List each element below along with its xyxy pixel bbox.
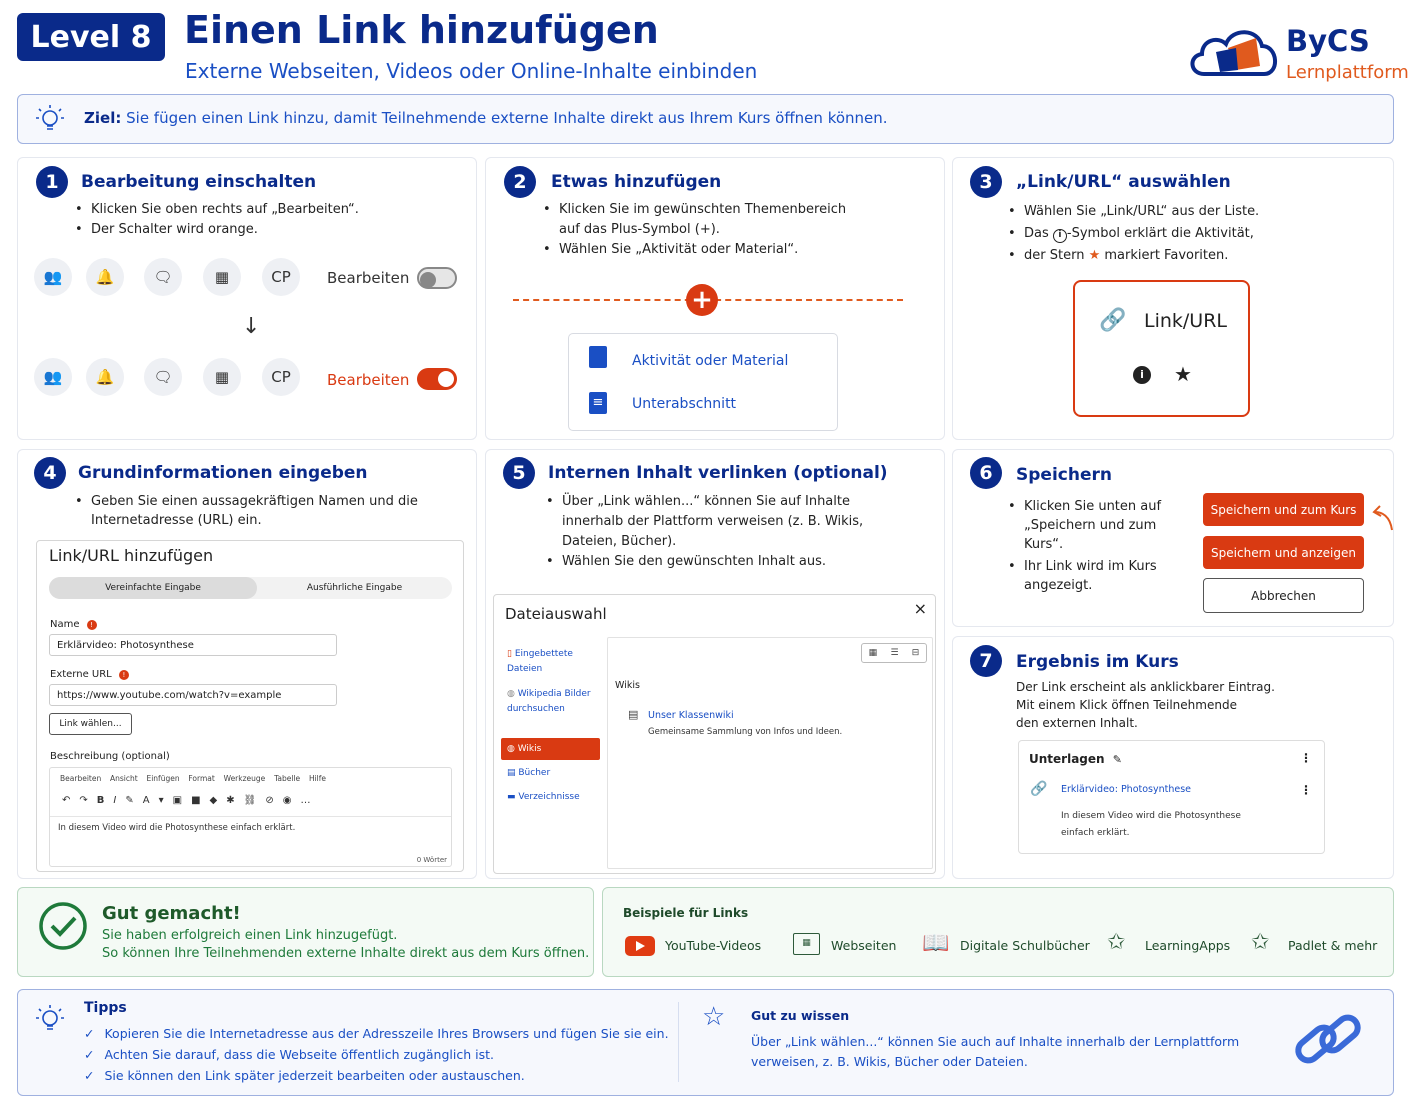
edit-label: Bearbeiten bbox=[327, 269, 410, 287]
logo-sub: Lernplattform bbox=[1286, 62, 1409, 83]
tips-box bbox=[17, 989, 1394, 1096]
check-icon: ✓ bbox=[84, 1026, 95, 1041]
bell-icon[interactable]: 🔔 bbox=[86, 358, 124, 396]
input-mode-tabs bbox=[49, 577, 452, 599]
italic-icon: I bbox=[113, 795, 117, 806]
bell-icon[interactable]: 🔔 bbox=[86, 258, 124, 296]
bullet: • Geben Sie einen aussagekräftigen Namen und die Internetadresse (URL) ein. bbox=[73, 492, 433, 530]
link-icon: 🔗 bbox=[1099, 308, 1127, 333]
example-books: Digitale Schulbücher bbox=[960, 938, 1090, 953]
goal-text: Sie fügen einen Link hinzu, damit Teilnehmende externe Inhalte direkt aus Ihrem Kurs öffnen können. bbox=[126, 109, 888, 127]
step-title: Bearbeitung einschalten bbox=[81, 172, 317, 192]
plus-button[interactable]: + bbox=[686, 284, 718, 316]
step-bullets bbox=[73, 492, 433, 530]
participants-icon[interactable]: 👥 bbox=[34, 358, 72, 396]
know-text: Über „Link wählen...“ können Sie auch auf Inhalte innerhalb der Lernplattform verweisen, z. B. Wikis, Bücher oder Dateien. bbox=[751, 1034, 1240, 1069]
plugin-icon: ✱ bbox=[226, 795, 235, 806]
wiki-link[interactable]: Unser Klassenwiki bbox=[648, 710, 734, 721]
choose-link-button[interactable]: Link wählen... bbox=[49, 713, 132, 735]
step-bullets bbox=[1006, 201, 1259, 267]
tile-label: Link/URL bbox=[1144, 310, 1228, 332]
success-box bbox=[17, 887, 594, 977]
highlight-icon: ▾ bbox=[158, 795, 164, 806]
tip-item: ✓ Sie können den Link später jederzeit bearbeiten oder austauschen. bbox=[84, 1068, 525, 1083]
step-7-card bbox=[952, 636, 1394, 879]
save-and-show-button[interactable]: Speichern und anzeigen bbox=[1203, 536, 1364, 569]
step-number: 6 bbox=[970, 457, 1002, 489]
editor-content: In diesem Video wird die Photosynthese einfach erklärt. bbox=[58, 823, 296, 833]
know-title: Gut zu wissen bbox=[751, 1008, 850, 1023]
chat-icon[interactable]: 🗨 bbox=[144, 258, 182, 296]
editor-menu: Bearbeiten Ansicht Einfügen Format Werkzeuge Tabelle Hilfe bbox=[60, 774, 327, 783]
menu-item-subsection[interactable]: Unterabschnitt bbox=[632, 396, 737, 412]
lightbulb-icon bbox=[35, 1004, 65, 1036]
step-title: „Link/URL“ auswählen bbox=[1016, 172, 1231, 192]
required-icon: ! bbox=[87, 620, 97, 630]
edit-toggle-on[interactable] bbox=[417, 368, 457, 390]
bullet: • Klicken Sie unten auf „Speichern und zum Kurs“. bbox=[1006, 497, 1196, 554]
step-number: 5 bbox=[503, 457, 535, 489]
dialog-title: Dateiauswahl bbox=[505, 605, 607, 623]
link-icon: 🔗 bbox=[1030, 781, 1048, 797]
example-padlet: Padlet & mehr bbox=[1288, 938, 1378, 953]
step-bullets bbox=[73, 200, 359, 240]
course-link[interactable]: Erklärvideo: Photosynthese bbox=[1061, 784, 1192, 795]
examples-box bbox=[602, 887, 1394, 977]
check-icon: ✓ bbox=[84, 1047, 95, 1062]
step-number: 7 bbox=[970, 645, 1002, 677]
step-number: 1 bbox=[36, 166, 68, 198]
close-icon[interactable]: × bbox=[913, 599, 927, 618]
pencil-icon: ✎ bbox=[1112, 753, 1122, 766]
goal-box bbox=[17, 94, 1394, 144]
add-menu bbox=[568, 333, 838, 431]
result-text: Der Link erscheint als anklickbarer Eintrag. Mit einem Klick öffnen Teilnehmende den externen Inhalt. bbox=[1016, 680, 1275, 730]
eye-icon: ◉ bbox=[282, 795, 292, 806]
checkmark-circle-icon bbox=[38, 901, 88, 951]
nav-wikis-active[interactable]: ◍ Wikis bbox=[501, 738, 600, 760]
step-3-card bbox=[952, 157, 1394, 440]
video-icon: ■ bbox=[191, 795, 201, 806]
chain-link-icon bbox=[1290, 1010, 1368, 1072]
link-description: In diesem Video wird die Photosynthese einfach erklärt. bbox=[1061, 811, 1241, 838]
step-title: Ergebnis im Kurs bbox=[1016, 652, 1179, 672]
step-bullets bbox=[544, 492, 874, 572]
description-label: Beschreibung (optional) bbox=[50, 751, 170, 762]
word-count: 0 Wörter bbox=[416, 856, 447, 864]
nav-wikipedia[interactable]: ◍ Wikipedia Bilder durchsuchen bbox=[507, 689, 591, 714]
step-title: Speichern bbox=[1016, 465, 1112, 485]
puzzle-star-icon: ✩ bbox=[1107, 930, 1126, 955]
view-switcher[interactable] bbox=[861, 643, 927, 663]
image-icon: ▣ bbox=[172, 795, 183, 806]
unlink-icon: ⊘ bbox=[265, 795, 274, 806]
tips-list bbox=[84, 1023, 669, 1086]
wiki-icon: ▤ bbox=[628, 708, 639, 721]
star-icon: ★ bbox=[1088, 248, 1101, 263]
step-number: 2 bbox=[504, 166, 536, 198]
url-label: Externe URL ! bbox=[50, 669, 129, 680]
goal-label: Ziel: bbox=[84, 109, 122, 127]
avatar[interactable]: CP bbox=[262, 258, 300, 296]
bullet-cont: • der Stern ★ markiert Favoriten. bbox=[1006, 245, 1259, 267]
list-icon: ≡ bbox=[589, 392, 607, 414]
section-menu-icon[interactable]: ⋮ bbox=[1300, 751, 1312, 765]
edit-toggle-off[interactable] bbox=[417, 267, 457, 289]
bold-icon: B bbox=[96, 795, 105, 806]
link-form bbox=[36, 540, 464, 872]
level-badge: Level 8 bbox=[17, 13, 165, 61]
step-number: 3 bbox=[970, 166, 1002, 198]
curved-arrow-icon bbox=[1372, 502, 1394, 532]
step-1-card bbox=[17, 157, 477, 440]
info-icon[interactable]: i bbox=[1133, 366, 1151, 384]
tips-title: Tipps bbox=[84, 1000, 127, 1016]
bullet: • Klicken Sie oben rechts auf „Bearbeiten“. bbox=[73, 200, 359, 220]
link-url-tile[interactable] bbox=[1073, 280, 1250, 417]
bullet: • Das i -Symbol erklärt die Aktivität, bbox=[1006, 223, 1259, 245]
description-editor[interactable] bbox=[49, 767, 452, 867]
page-title: Einen Link hinzufügen bbox=[184, 8, 659, 52]
bullet: • Wählen Sie „Aktivität oder Material“. bbox=[541, 240, 861, 260]
step-bullets bbox=[1006, 497, 1196, 595]
save-and-return-button[interactable]: Speichern und zum Kurs bbox=[1203, 493, 1364, 526]
file-picker-dialog bbox=[493, 594, 936, 874]
tip-item: ✓ Achten Sie darauf, dass die Webseite öffentlich zugänglich ist. bbox=[84, 1047, 494, 1062]
form-title: Link/URL hinzufügen bbox=[49, 546, 214, 565]
examples-title: Beispiele für Links bbox=[623, 906, 749, 920]
cancel-button[interactable]: Abbrechen bbox=[1203, 578, 1364, 613]
success-title: Gut gemacht! bbox=[102, 903, 241, 924]
step-2-card bbox=[485, 157, 945, 440]
text-color-icon: A bbox=[142, 795, 150, 806]
bullet: • Wählen Sie den gewünschten Inhalt aus. bbox=[544, 552, 874, 572]
step-6-card bbox=[952, 449, 1394, 627]
bullet: • Wählen Sie „Link/URL“ aus der Liste. bbox=[1006, 201, 1259, 223]
book-icon: 📖 bbox=[922, 931, 950, 956]
nav-books[interactable]: ▤ Bücher bbox=[507, 768, 551, 778]
wiki-description: Gemeinsame Sammlung von Infos und Ideen. bbox=[648, 727, 843, 737]
lightbulb-icon bbox=[35, 104, 65, 136]
step-title: Internen Inhalt verlinken (optional) bbox=[548, 463, 888, 483]
list-view-icon: ☰ bbox=[890, 648, 899, 658]
example-websites: Webseiten bbox=[831, 938, 897, 953]
menu-item-activity[interactable]: Aktivität oder Material bbox=[632, 353, 789, 369]
grid-icon[interactable]: ▦ bbox=[203, 358, 241, 396]
page-subtitle: Externe Webseiten, Videos oder Online-Inhalte einbinden bbox=[185, 59, 758, 83]
brush-icon: ✎ bbox=[125, 795, 134, 806]
step-title: Grundinformationen eingeben bbox=[78, 463, 368, 483]
info-icon: i bbox=[1053, 229, 1067, 243]
more-icon: … bbox=[300, 795, 311, 806]
picker-nav bbox=[507, 647, 595, 717]
grid-icon[interactable]: ▦ bbox=[203, 258, 241, 296]
course-section bbox=[1018, 740, 1325, 854]
participants-icon[interactable]: 👥 bbox=[34, 258, 72, 296]
tip-item: ✓ Kopieren Sie die Internetadresse aus der Adresszeile Ihres Browsers und fügen Sie sie ein. bbox=[84, 1026, 669, 1041]
cloud-logo-icon bbox=[1186, 18, 1286, 80]
star-outline-icon: ☆ bbox=[702, 1002, 726, 1032]
website-icon: ▦ bbox=[793, 933, 820, 955]
arrow-down-icon: ↓ bbox=[242, 314, 261, 339]
example-learningapps: LearningApps bbox=[1145, 938, 1231, 953]
media-icon: ◆ bbox=[209, 795, 218, 806]
name-label: Name ! bbox=[50, 619, 97, 630]
section-title: Unterlagen ✎ bbox=[1029, 752, 1122, 766]
edit-label-active: Bearbeiten bbox=[327, 371, 410, 389]
logo-main: ByCS bbox=[1286, 24, 1370, 58]
step-number: 4 bbox=[34, 457, 66, 489]
bullet: • Über „Link wählen...“ können Sie auf Inhalte innerhalb der Plattform verweisen (z. B. Wikis, Dateien, Bücher). bbox=[544, 492, 874, 552]
padlet-icon: ✩ bbox=[1251, 930, 1270, 955]
item-menu-icon[interactable]: ⋮ bbox=[1300, 783, 1312, 797]
document-icon bbox=[589, 346, 607, 368]
undo-icon: ↶ bbox=[62, 795, 71, 806]
check-icon: ✓ bbox=[84, 1068, 95, 1083]
nav-embedded-files[interactable]: ▯ Eingebettete Dateien bbox=[507, 649, 573, 674]
redo-icon: ↷ bbox=[79, 795, 88, 806]
url-field[interactable]: https://www.youtube.com/watch?v=example bbox=[49, 684, 337, 706]
step-4-card bbox=[17, 449, 477, 879]
picker-content bbox=[607, 637, 933, 869]
bullet: • Ihr Link wird im Kurs angezeigt. bbox=[1006, 557, 1196, 595]
star-icon[interactable]: ★ bbox=[1174, 362, 1192, 386]
grid-view-icon: ▦ bbox=[868, 648, 878, 658]
divider bbox=[678, 1002, 679, 1082]
tree-view-icon: ⊟ bbox=[911, 648, 920, 658]
youtube-icon bbox=[625, 936, 655, 956]
tab-advanced[interactable]: Ausführliche Eingabe bbox=[306, 583, 403, 593]
avatar[interactable]: CP bbox=[262, 358, 300, 396]
bullet: • Der Schalter wird orange. bbox=[73, 220, 359, 240]
tab-simple[interactable]: Vereinfachte Eingabe bbox=[49, 577, 257, 599]
bycs-logo bbox=[1186, 18, 1416, 88]
name-field[interactable]: Erklärvideo: Photosynthese bbox=[49, 634, 337, 656]
bullet: • Klicken Sie im gewünschten Themenbereich auf das Plus-Symbol (+). bbox=[541, 200, 861, 240]
nav-folders[interactable]: ▬ Verzeichnisse bbox=[507, 792, 580, 802]
success-text: Sie haben erfolgreich einen Link hinzugefügt. So können Ihre Teilnehmenden externe Inhalte direkt aus dem Kurs öffnen. bbox=[102, 928, 590, 961]
example-youtube: YouTube-Videos bbox=[665, 938, 762, 953]
link-icon: ⛓ bbox=[243, 795, 257, 806]
required-icon: ! bbox=[119, 670, 129, 680]
editor-toolbar[interactable] bbox=[62, 795, 319, 806]
section-label: Wikis bbox=[615, 680, 640, 691]
step-bullets bbox=[541, 200, 861, 260]
step-5-card bbox=[485, 449, 945, 879]
step-title: Etwas hinzufügen bbox=[551, 172, 722, 192]
chat-icon[interactable]: 🗨 bbox=[144, 358, 182, 396]
